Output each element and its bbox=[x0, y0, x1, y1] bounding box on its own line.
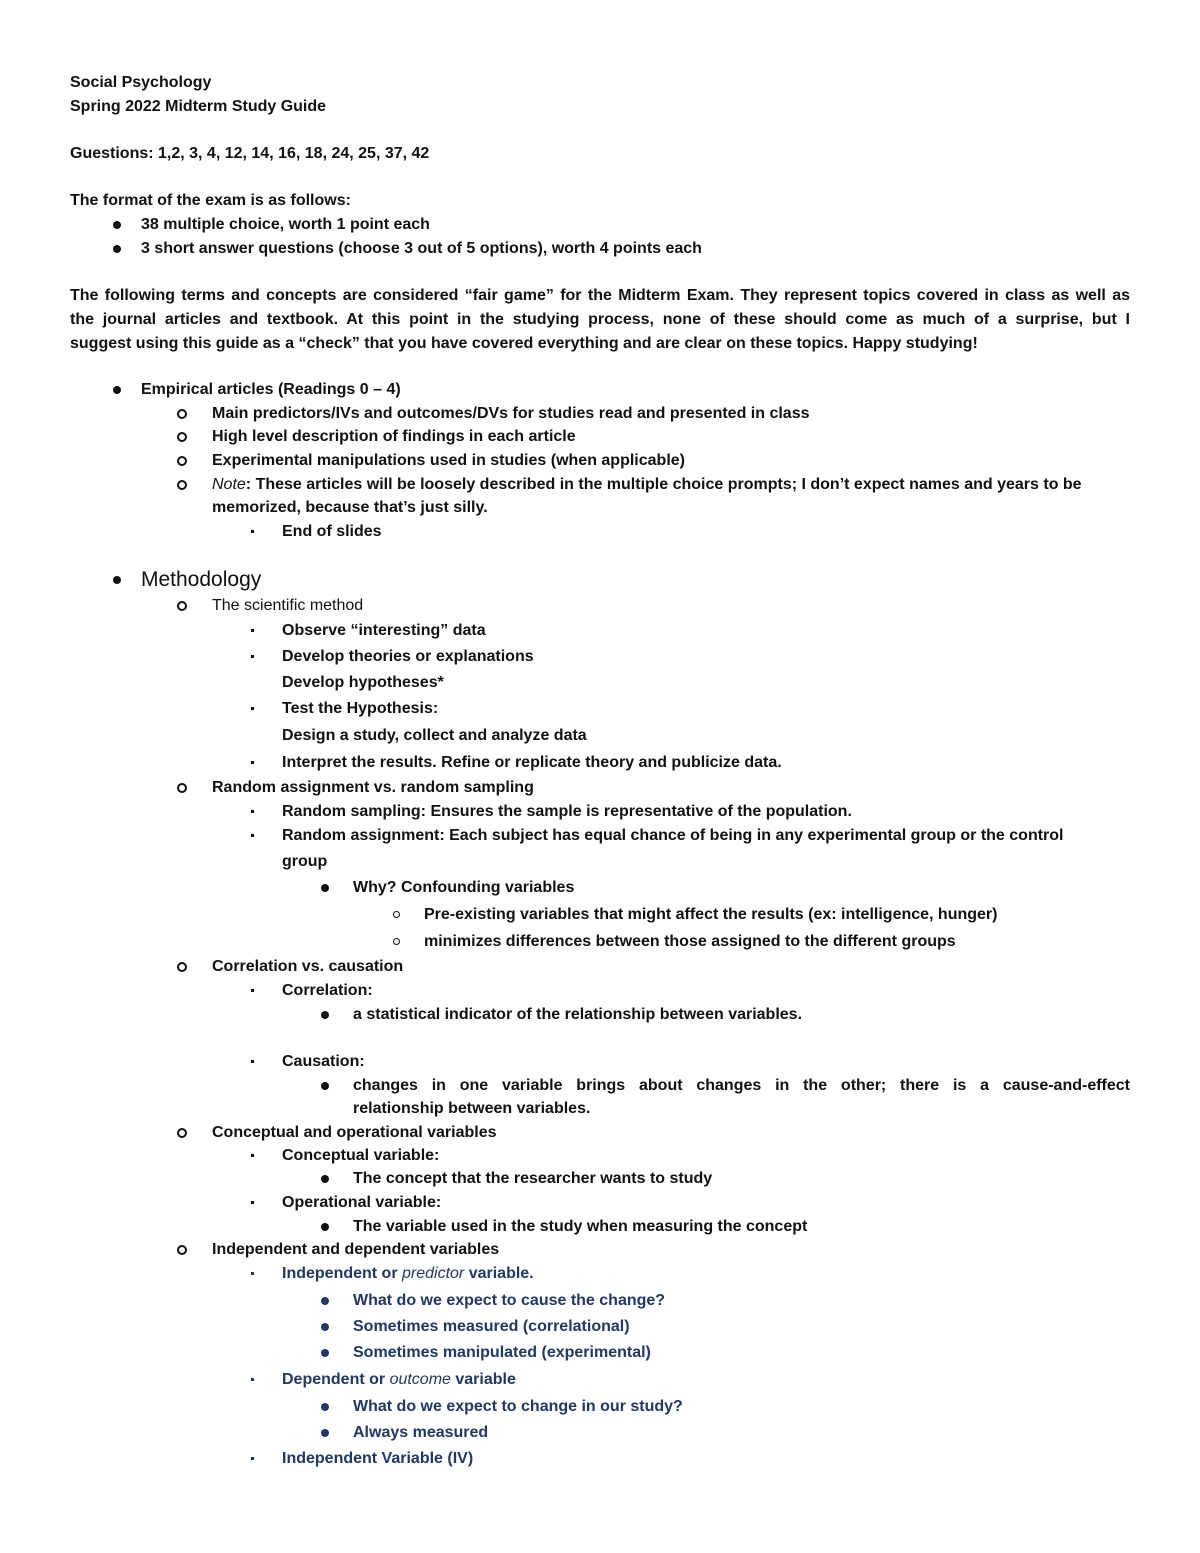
format-intro: The format of the exam is as follows: bbox=[70, 192, 351, 209]
scientific-step-text: Develop hypotheses* bbox=[282, 674, 444, 691]
bullet-square-icon bbox=[245, 1052, 259, 1072]
bullet-dot-icon bbox=[318, 1169, 332, 1189]
correlation-title: Correlation vs. causation bbox=[212, 958, 404, 975]
bullet-square-icon bbox=[245, 1370, 259, 1390]
course-title: Social Psychology bbox=[70, 74, 212, 91]
causation-def: relationship between variables. bbox=[353, 1100, 591, 1117]
bullet-square-icon bbox=[245, 1449, 259, 1469]
paragraph-text: The following terms and concepts are considered “fair game” for the Midterm Exam. They represent topics covered in class as well as bbox=[70, 287, 1130, 304]
format-item-text: 38 multiple choice, worth 1 point each bbox=[141, 216, 430, 233]
scientific-step-text: Test the Hypothesis: bbox=[282, 700, 439, 717]
dv-heading-c: variable bbox=[450, 1371, 516, 1388]
bullet-ring-icon bbox=[175, 596, 189, 616]
random-assignment-text: Random assignment: Each subject has equal chance of being in any experimental group or the control bbox=[282, 827, 1064, 844]
bullet-square-icon bbox=[245, 802, 259, 822]
conceptual-label: Conceptual variable: bbox=[282, 1147, 440, 1164]
bullet-dot-icon bbox=[110, 215, 124, 235]
bullet-ring-icon bbox=[175, 404, 189, 424]
operational-label: Operational variable: bbox=[282, 1194, 442, 1211]
empirical-heading: Empirical articles (Readings 0 – 4) bbox=[141, 381, 401, 398]
bullet-square-icon bbox=[245, 1264, 259, 1284]
bullet-ring-icon bbox=[175, 475, 189, 495]
end-of-slides: End of slides bbox=[282, 523, 382, 540]
bullet-dot-icon bbox=[318, 878, 332, 898]
empirical-item-text: High level description of findings in each article bbox=[212, 428, 576, 445]
bullet-ring-icon bbox=[175, 1240, 189, 1260]
bullet-dot-icon bbox=[318, 1005, 332, 1025]
conceptual-title: Conceptual and operational variables bbox=[212, 1124, 497, 1141]
bullet-dot-icon bbox=[318, 1217, 332, 1237]
iv-item-text: Sometimes measured (correlational) bbox=[353, 1318, 630, 1335]
guide-title: Spring 2022 Midterm Study Guide bbox=[70, 98, 327, 115]
bullet-dot-icon bbox=[318, 1423, 332, 1443]
bullet-dot-icon bbox=[318, 1291, 332, 1311]
format-item-text: 3 short answer questions (choose 3 out of 5 options), worth 4 points each bbox=[141, 240, 702, 257]
scientific-method-title: The scientific method bbox=[212, 597, 364, 614]
bullet-dot-icon bbox=[318, 1397, 332, 1417]
iv-item-text: What do we expect to cause the change? bbox=[353, 1292, 666, 1309]
confound-item-text: minimizes differences between those assigned to the different groups bbox=[424, 933, 956, 950]
bullet-ring-icon bbox=[389, 905, 403, 925]
empirical-item-text: Experimental manipulations used in studies (when applicable) bbox=[212, 452, 685, 469]
bullet-square-icon bbox=[245, 826, 259, 846]
scientific-step-text: Interpret the results. Refine or replicate theory and publicize data. bbox=[282, 754, 782, 771]
note-label: Note bbox=[212, 476, 246, 493]
bullet-dot-icon bbox=[318, 1343, 332, 1363]
random-sampling-text: Random sampling: Ensures the sample is representative of the population. bbox=[282, 803, 852, 820]
bullet-square-icon bbox=[245, 522, 259, 542]
iv-heading bbox=[282, 1264, 534, 1284]
conceptual-def: The concept that the researcher wants to study bbox=[353, 1170, 713, 1187]
bullet-square-icon bbox=[245, 647, 259, 667]
bullet-dot-icon bbox=[318, 1076, 332, 1096]
random-title: Random assignment vs. random sampling bbox=[212, 779, 534, 796]
bullet-square-icon bbox=[245, 1146, 259, 1166]
bullet-dot-icon bbox=[110, 568, 124, 592]
dv-item-text: Always measured bbox=[353, 1424, 489, 1441]
bullet-ring-icon bbox=[175, 1123, 189, 1143]
bullet-ring-icon bbox=[175, 957, 189, 977]
methodology-heading: Methodology bbox=[141, 568, 262, 591]
questions-text: Guestions: 1,2, 3, 4, 12, 14, 16, 18, 24, 25, 37, 42 bbox=[70, 145, 430, 162]
confound-item-text: Pre-existing variables that might affect the results (ex: intelligence, hunger) bbox=[424, 906, 998, 923]
bullet-dot-icon bbox=[110, 380, 124, 400]
scientific-step-text: Develop theories or explanations bbox=[282, 648, 534, 665]
paragraph-text: suggest using this guide as a “check” that you have covered everything and are clear on these topics. Happy studying! bbox=[70, 335, 978, 352]
iv-last-text: Independent Variable (IV) bbox=[282, 1450, 474, 1467]
indep-title: Independent and dependent variables bbox=[212, 1241, 500, 1258]
bullet-square-icon bbox=[245, 753, 259, 773]
dv-heading-a: Dependent or bbox=[282, 1371, 390, 1388]
causation-label: Causation: bbox=[282, 1053, 365, 1070]
bullet-ring-icon bbox=[389, 932, 403, 952]
bullet-square-icon bbox=[245, 1193, 259, 1213]
causation-def: changes in one variable brings about changes in the other; there is a cause-and-effect bbox=[353, 1077, 1130, 1094]
random-assignment-text: group bbox=[282, 853, 328, 870]
why-text: Why? Confounding variables bbox=[353, 879, 575, 896]
iv-item-text: Sometimes manipulated (experimental) bbox=[353, 1344, 651, 1361]
dv-heading bbox=[282, 1370, 516, 1390]
correlation-label: Correlation: bbox=[282, 982, 373, 999]
empirical-item-text: Main predictors/IVs and outcomes/DVs for studies read and presented in class bbox=[212, 405, 810, 422]
bullet-dot-icon bbox=[110, 239, 124, 259]
scientific-step-text: Design a study, collect and analyze data bbox=[282, 727, 587, 744]
operational-def: The variable used in the study when measuring the concept bbox=[353, 1218, 808, 1235]
dv-item-text: What do we expect to change in our study? bbox=[353, 1398, 683, 1415]
bullet-ring-icon bbox=[175, 778, 189, 798]
bullet-square-icon bbox=[245, 621, 259, 641]
note-body: : These articles will be loosely described in the multiple choice prompts; I don’t expect names and years to be bbox=[245, 476, 1082, 493]
bullet-square-icon bbox=[245, 981, 259, 1001]
note-text bbox=[212, 475, 1082, 495]
scientific-step-text: Observe “interesting” data bbox=[282, 622, 486, 639]
correlation-def: a statistical indicator of the relationship between variables. bbox=[353, 1006, 803, 1023]
bullet-dot-icon bbox=[318, 1317, 332, 1337]
iv-heading-c: variable. bbox=[464, 1265, 534, 1282]
note-body-cont: memorized, because that’s just silly. bbox=[212, 499, 488, 516]
bullet-ring-icon bbox=[175, 451, 189, 471]
dv-heading-b: outcome bbox=[389, 1371, 451, 1388]
bullet-ring-icon bbox=[175, 427, 189, 447]
iv-heading-a: Independent or bbox=[282, 1265, 402, 1282]
bullet-square-icon bbox=[245, 699, 259, 719]
paragraph-text: the journal articles and textbook. At this point in the studying process, none of these should come as much of a surprise, but I bbox=[70, 311, 1130, 328]
iv-heading-b: predictor bbox=[402, 1265, 465, 1282]
